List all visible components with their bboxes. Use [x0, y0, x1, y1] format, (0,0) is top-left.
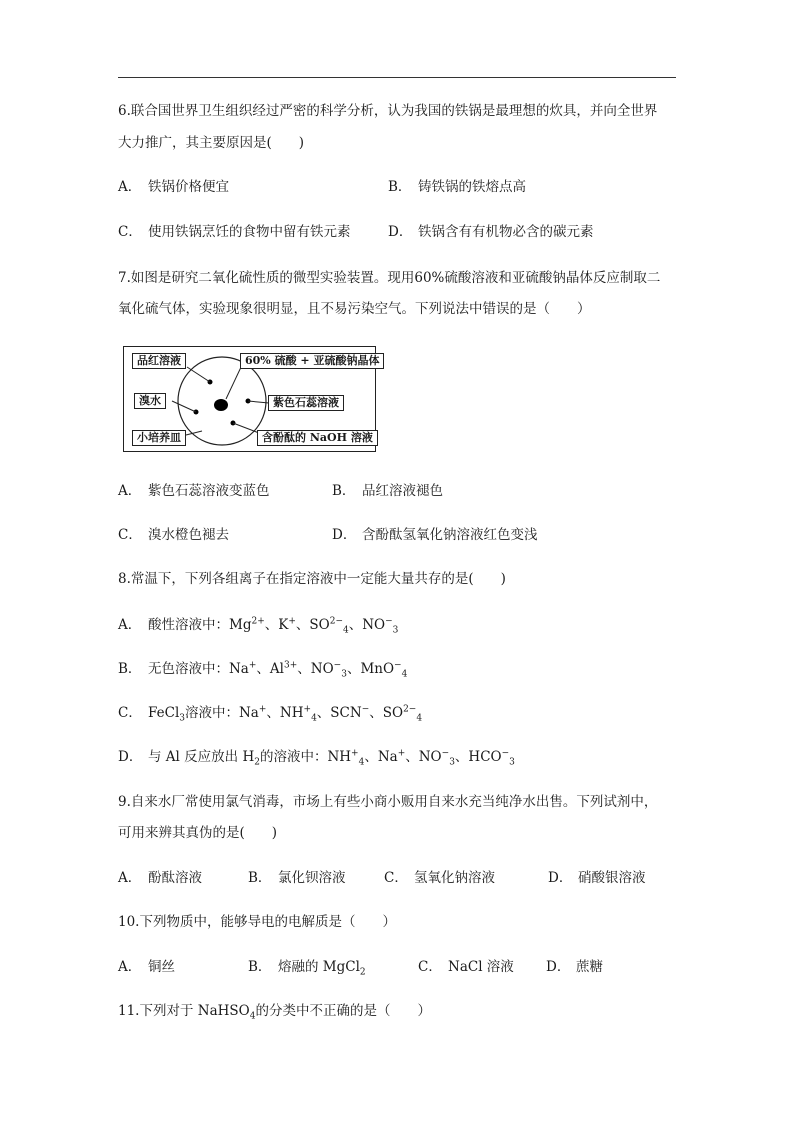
- q6-option-b[interactable]: B． 铸铁锅的铁熔点高: [388, 179, 526, 195]
- q10-option-c[interactable]: C． NaCl 溶液: [418, 959, 514, 975]
- experiment-figure: [123, 346, 380, 452]
- q9-option-c[interactable]: C． 氢氧化钠溶液: [384, 870, 495, 886]
- label-pinhong: 品红溶液: [132, 353, 186, 369]
- q7-stem-line1: 7.如图是研究二氧化硫性质的微型实验装置。现用60%硫酸溶液和亚硫酸钠晶体反应制取二: [118, 270, 661, 286]
- q7-option-b[interactable]: B． 品红溶液褪色: [332, 483, 443, 499]
- q7-option-c[interactable]: C． 溴水橙色褪去: [118, 527, 229, 543]
- leader-bromine: [172, 401, 196, 412]
- header-rule: [118, 77, 676, 78]
- q6-option-a[interactable]: A． 铁锅价格便宜: [118, 179, 229, 195]
- q7-stem-line2: 氧化硫气体，实验现象很明显，且不易污染空气。下列说法中错误的是（ ）: [118, 301, 591, 317]
- q8-option-a[interactable]: A． 酸性溶液中：$Mg^{2+}$、K+、$SO^{2-}_4$、$NO^-_3$: [118, 616, 399, 636]
- q10-option-a[interactable]: A． 铜丝: [118, 959, 175, 975]
- q10-stem: 10.下列物质中，能够导电的电解质是（ ）: [118, 914, 396, 930]
- q6-stem-line1: 6.联合国世界卫生组织经过严密的科学分析，认为我国的铁锅是最理想的炊具，并向全世界: [118, 103, 658, 119]
- leader-acid: [226, 365, 242, 399]
- q10-option-b[interactable]: B． 熔融的 MgCl$_2$: [248, 959, 366, 978]
- label-naoh: 含酚酞的 NaOH 溶液: [257, 430, 378, 446]
- label-litmus: 紫色石蕊溶液: [268, 395, 344, 411]
- leader-pinhong: [187, 367, 210, 382]
- q6-stem-line2: 大力推广，其主要原因是( ): [118, 135, 305, 151]
- q6-option-d[interactable]: D． 铁锅含有有机物必含的碳元素: [388, 224, 594, 240]
- q8-option-b[interactable]: B． 无色溶液中：Na+、$Al^{3+}$、$NO^-_3$、MnO−$_4$: [118, 660, 408, 680]
- q9-stem-line2: 可用来辨其真伪的是( ): [118, 825, 278, 841]
- label-acid: 60% 硫酸 + 亚硫酸钠晶体: [240, 353, 384, 369]
- q8-option-c[interactable]: C． FeCl$_3$溶液中：Na+、$NH^+_4$、SCN−、$SO^{2-}_4$: [118, 704, 423, 724]
- q9-option-d[interactable]: D． 硝酸银溶液: [548, 870, 646, 886]
- q7-option-d[interactable]: D． 含酚酞氢氧化钠溶液红色变浅: [332, 527, 538, 543]
- q6-option-c[interactable]: C． 使用铁锅烹饪的食物中留有铁元素: [118, 224, 351, 240]
- q10-option-d[interactable]: D． 蔗糖: [546, 959, 603, 975]
- q9-option-b[interactable]: B． 氯化钡溶液: [248, 870, 346, 886]
- q11-stem: 11.下列对于 NaHSO$_4$的分类中不正确的是（ ）: [118, 1003, 431, 1022]
- leader-naoh: [233, 423, 259, 433]
- q7-option-a[interactable]: A． 紫色石蕊溶液变蓝色: [118, 483, 270, 499]
- label-dish: 小培养皿: [132, 430, 186, 446]
- label-bromine: 溴水: [134, 393, 166, 409]
- q9-option-a[interactable]: A． 酚酞溶液: [118, 870, 202, 886]
- center-crystal: [214, 399, 228, 411]
- q8-option-d[interactable]: D． 与 Al 反应放出 $H_2$的溶液中：$NH^+_4$、Na+、$NO^-_3$、$HCO^-_3$: [118, 748, 515, 768]
- q9-stem-line1: 9.自来水厂常使用氯气消毒，市场上有些小商小贩用自来水充当纯净水出售。下列试剂中，: [118, 794, 658, 810]
- q8-stem: 8.常温下，下列各组离子在指定溶液中一定能大量共存的是( ): [118, 571, 506, 587]
